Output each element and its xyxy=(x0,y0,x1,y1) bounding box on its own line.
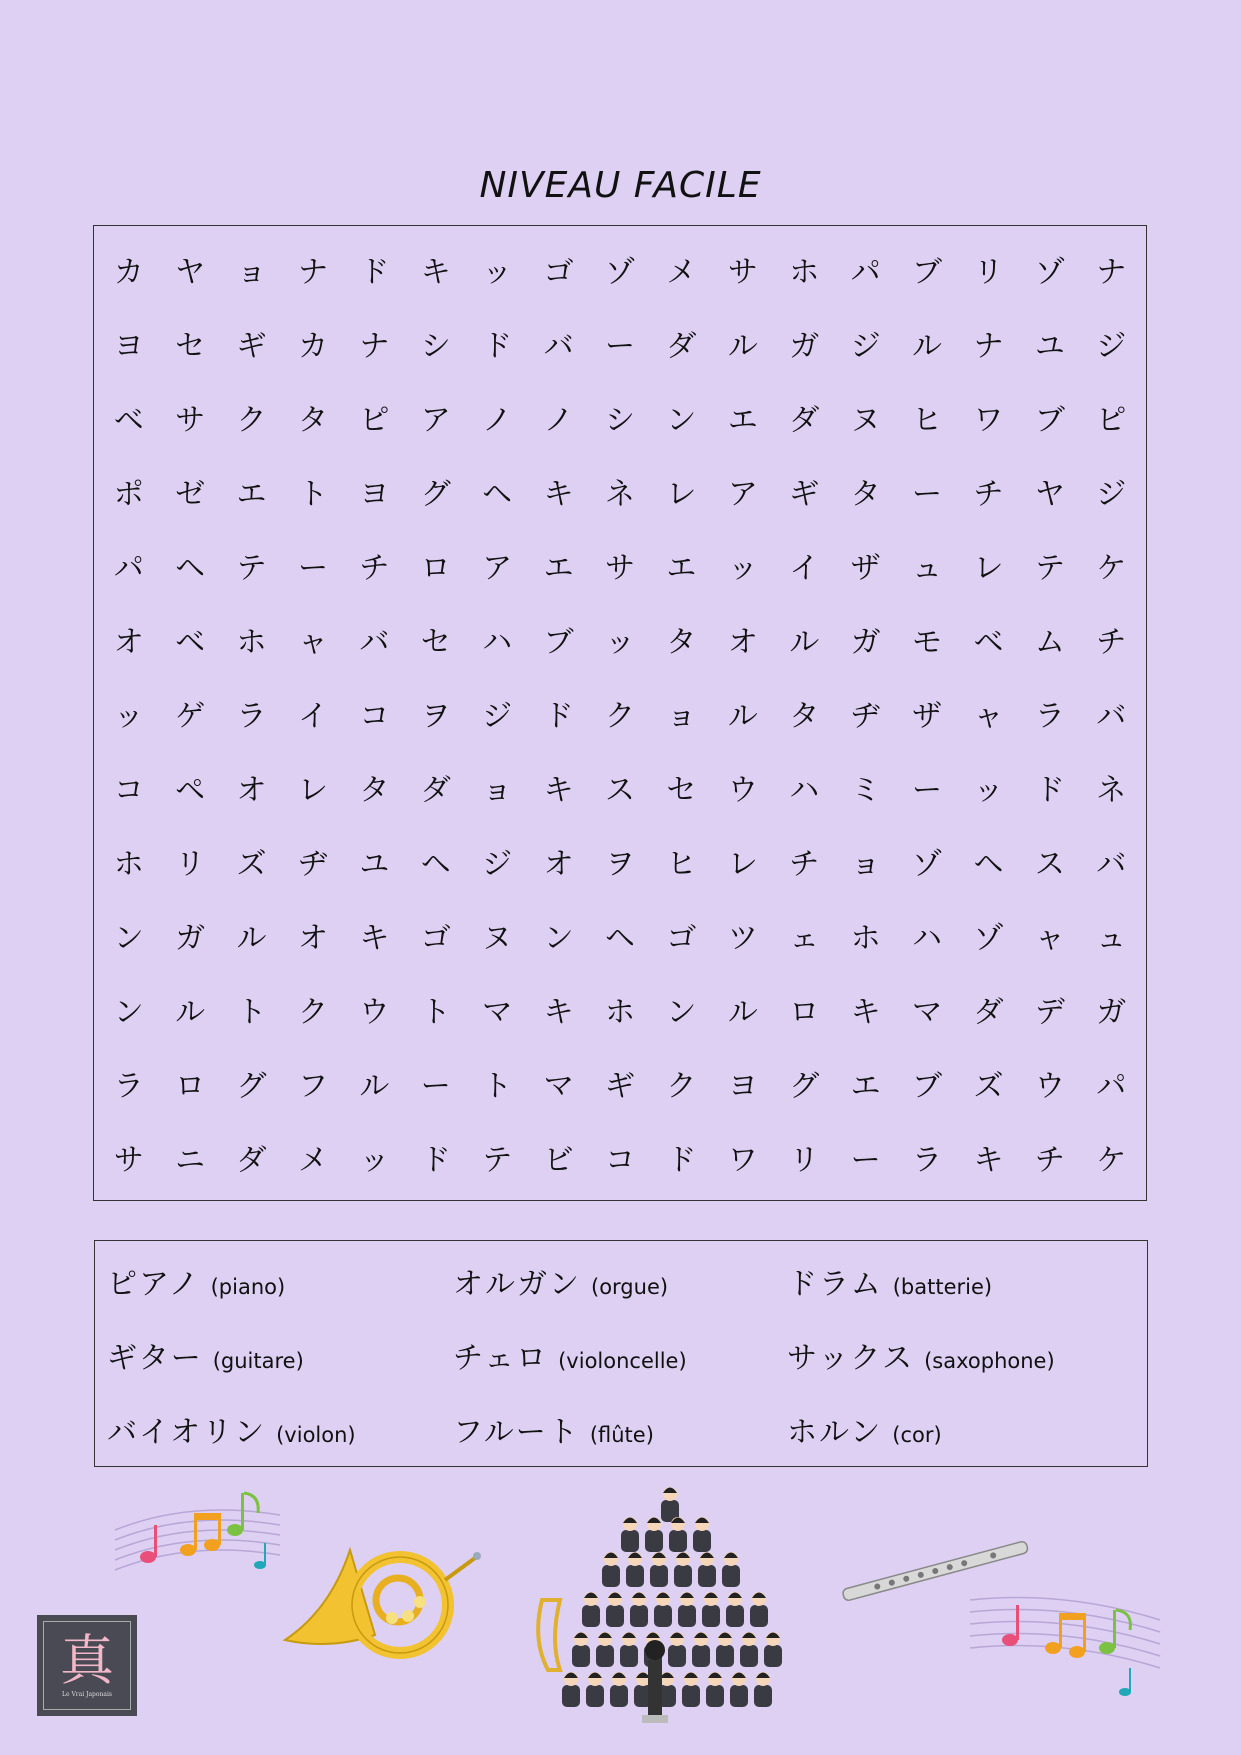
grid-cell: ブ xyxy=(543,625,574,660)
grid-cell: ウ xyxy=(1034,1069,1065,1104)
word-french: (flûte) xyxy=(589,1423,654,1447)
grid-cell: タ xyxy=(359,773,390,808)
grid-cell: ワ xyxy=(727,1143,758,1178)
grid-cell: ル xyxy=(789,625,820,660)
grid-cell: ハ xyxy=(789,773,820,808)
grid-cell: オ xyxy=(113,625,144,660)
grid-cell: ジ xyxy=(482,847,513,882)
grid-cell: ス xyxy=(604,773,635,808)
grid-cell: ギ xyxy=(789,477,820,512)
grid-cell: ド xyxy=(482,329,513,364)
grid-cell: ミ xyxy=(850,773,881,808)
grid-cell: エ xyxy=(236,477,267,512)
grid-cell: タ xyxy=(789,699,820,734)
grid-cell: ト xyxy=(297,477,328,512)
grid-cell: ゼ xyxy=(175,477,206,512)
grid-cell: バ xyxy=(359,625,390,660)
grid-cell: ド xyxy=(1034,773,1065,808)
grid-cell: イ xyxy=(789,551,820,586)
grid-cell: パ xyxy=(113,551,144,586)
grid-cell: コ xyxy=(604,1143,635,1178)
grid-cell: ネ xyxy=(1096,773,1127,808)
grid-cell: ブ xyxy=(912,1069,943,1104)
word-french: (piano) xyxy=(210,1275,286,1299)
grid-cell: ヌ xyxy=(482,921,513,956)
grid-cell: リ xyxy=(175,847,206,882)
grid-cell: ン xyxy=(543,921,574,956)
grid-cell: ヲ xyxy=(420,699,451,734)
grid-cell: ガ xyxy=(850,625,881,660)
grid-cell: ギ xyxy=(236,329,267,364)
grid-cell: ウ xyxy=(359,995,390,1030)
grid-cell: エ xyxy=(666,551,697,586)
word-item xyxy=(787,1407,942,1451)
grid-cell: ホ xyxy=(236,625,267,660)
grid-cell: ル xyxy=(727,995,758,1030)
grid-cell: ゾ xyxy=(973,921,1004,956)
grid-cell: ー xyxy=(297,551,328,586)
grid-cell: グ xyxy=(420,477,451,512)
grid-cell: ペ xyxy=(175,773,206,808)
grid-cell: カ xyxy=(297,329,328,364)
grid-cell: ヌ xyxy=(850,403,881,438)
word-japanese: ギター xyxy=(107,1341,203,1376)
grid-cell: ル xyxy=(912,329,943,364)
grid-cell: ナ xyxy=(973,329,1004,364)
grid-cell: ジ xyxy=(1096,477,1127,512)
grid-cell: エ xyxy=(543,551,574,586)
grid-cell: ダ xyxy=(666,329,697,364)
grid-cell: ッ xyxy=(113,699,144,734)
grid-cell: ハ xyxy=(912,921,943,956)
grid-cell: テ xyxy=(482,1143,513,1178)
grid-cell: キ xyxy=(543,995,574,1030)
grid-cell: グ xyxy=(236,1069,267,1104)
grid-cell: ゾ xyxy=(912,847,943,882)
grid-cell: キ xyxy=(850,995,881,1030)
grid-cell: パ xyxy=(1096,1069,1127,1104)
grid-cell: ア xyxy=(482,551,513,586)
grid-cell: チ xyxy=(789,847,820,882)
grid-cell: メ xyxy=(297,1143,328,1178)
grid-cell: ギ xyxy=(604,1069,635,1104)
grid-cell: ゴ xyxy=(666,921,697,956)
music-notes-right-icon xyxy=(965,1580,1165,1710)
grid-cell: セ xyxy=(175,329,206,364)
grid-cell: ガ xyxy=(1096,995,1127,1030)
grid-cell: ラ xyxy=(912,1143,943,1178)
grid-cell: デ xyxy=(1034,995,1065,1030)
grid-cell: ズ xyxy=(973,1069,1004,1104)
grid-cell: マ xyxy=(543,1069,574,1104)
grid-cell: ザ xyxy=(912,699,943,734)
grid-cell: ヘ xyxy=(604,921,635,956)
grid-cell: ヘ xyxy=(482,477,513,512)
grid-cell: タ xyxy=(850,477,881,512)
grid-cell: ズ xyxy=(236,847,267,882)
grid-cell: ホ xyxy=(850,921,881,956)
grid-cell: ラ xyxy=(236,699,267,734)
grid-cell: ー xyxy=(850,1143,881,1178)
french-horn-icon xyxy=(280,1540,485,1670)
grid-cell: ダ xyxy=(420,773,451,808)
word-japanese: チェロ xyxy=(453,1341,549,1376)
grid-cell: ド xyxy=(420,1143,451,1178)
grid-cell: イ xyxy=(297,699,328,734)
grid-cell: ワ xyxy=(973,403,1004,438)
grid-cell: ホ xyxy=(604,995,635,1030)
grid-cell: ロ xyxy=(789,995,820,1030)
grid-cell: ッ xyxy=(973,773,1004,808)
word-french: (cor) xyxy=(892,1423,942,1447)
grid-cell: ブ xyxy=(912,255,943,290)
grid-cell: ク xyxy=(666,1069,697,1104)
grid-cell: ダ xyxy=(973,995,1004,1030)
grid-cell: ネ xyxy=(604,477,635,512)
word-french: (saxophone) xyxy=(924,1349,1055,1373)
grid-cell: ヲ xyxy=(604,847,635,882)
grid-cell: チ xyxy=(1096,625,1127,660)
grid-cell: サ xyxy=(175,403,206,438)
grid-cell: ゴ xyxy=(420,921,451,956)
grid-cell: タ xyxy=(297,403,328,438)
word-item xyxy=(107,1333,304,1377)
grid-cell: ッ xyxy=(359,1143,390,1178)
grid-cell: ー xyxy=(420,1069,451,1104)
grid-cell: ッ xyxy=(604,625,635,660)
grid-cell: セ xyxy=(420,625,451,660)
grid-cell: ェ xyxy=(789,921,820,956)
grid-cell: ャ xyxy=(973,699,1004,734)
grid-cell: ゴ xyxy=(543,255,574,290)
grid-cell: ヘ xyxy=(973,847,1004,882)
word-search-grid xyxy=(93,225,1147,1201)
word-japanese: フルート xyxy=(453,1415,580,1450)
grid-cell: ヨ xyxy=(113,329,144,364)
word-japanese: オルガン xyxy=(453,1267,581,1302)
grid-cell: ト xyxy=(482,1069,513,1104)
grid-cell: ガ xyxy=(789,329,820,364)
logo-kanji: 真 xyxy=(60,1628,114,1692)
word-item xyxy=(453,1407,654,1451)
grid-cell: ヂ xyxy=(850,699,881,734)
grid-cell: ト xyxy=(236,995,267,1030)
grid-cell: ベ xyxy=(175,625,206,660)
grid-cell: ド xyxy=(543,699,574,734)
grid-cell: マ xyxy=(912,995,943,1030)
grid-cell: ナ xyxy=(1096,255,1127,290)
grid-cell: チ xyxy=(359,551,390,586)
grid-cell: ザ xyxy=(850,551,881,586)
grid-cell: ョ xyxy=(236,255,267,290)
grid-cell: テ xyxy=(236,551,267,586)
grid-cell: ラ xyxy=(1034,699,1065,734)
grid-cell: ヤ xyxy=(175,255,206,290)
grid-cell: ア xyxy=(727,477,758,512)
grid-cell: キ xyxy=(973,1143,1004,1178)
grid-cell: ダ xyxy=(236,1143,267,1178)
word-item xyxy=(107,1259,285,1303)
grid-cell: ク xyxy=(297,995,328,1030)
grid-cell: ヘ xyxy=(420,847,451,882)
grid-cell: ダ xyxy=(789,403,820,438)
grid-cell: レ xyxy=(727,847,758,882)
grid-cell: メ xyxy=(666,255,697,290)
grid-cell: リ xyxy=(973,255,1004,290)
grid-cell: ロ xyxy=(420,551,451,586)
grid-cell: セ xyxy=(666,773,697,808)
logo-subtitle: Le Vrai Japonais xyxy=(62,1690,112,1698)
grid-cell: ピ xyxy=(359,403,390,438)
grid-cell: シ xyxy=(604,403,635,438)
word-item xyxy=(787,1259,992,1303)
word-item xyxy=(453,1259,668,1303)
grid-cell: ウ xyxy=(727,773,758,808)
grid-cell: オ xyxy=(297,921,328,956)
grid-cell: ュ xyxy=(1096,921,1127,956)
grid-cell: ヒ xyxy=(666,847,697,882)
grid-cell: ゾ xyxy=(604,255,635,290)
grid-cell: フ xyxy=(297,1069,328,1104)
word-japanese: ホルン xyxy=(787,1415,883,1450)
grid-cell: キ xyxy=(543,477,574,512)
grid-cell: ノ xyxy=(482,403,513,438)
grid-cell: パ xyxy=(850,255,881,290)
grid-cell: ル xyxy=(727,329,758,364)
grid-cell: キ xyxy=(420,255,451,290)
grid-cell: キ xyxy=(359,921,390,956)
grid-cell: ー xyxy=(912,477,943,512)
grid-cell: ス xyxy=(1034,847,1065,882)
grid-cell: ョ xyxy=(666,699,697,734)
grid-cell: ャ xyxy=(297,625,328,660)
grid-cell: ホ xyxy=(789,255,820,290)
grid-cell: モ xyxy=(912,625,943,660)
grid-cell: ン xyxy=(113,995,144,1030)
grid-cell: ル xyxy=(359,1069,390,1104)
word-item xyxy=(107,1407,356,1451)
word-french: (batterie) xyxy=(892,1275,993,1299)
grid-cell: チ xyxy=(973,477,1004,512)
grid-cell: ユ xyxy=(1034,329,1065,364)
grid-cell: ャ xyxy=(1034,921,1065,956)
grid-cell: ヒ xyxy=(912,403,943,438)
grid-cell: ガ xyxy=(175,921,206,956)
grid-cell: チ xyxy=(1034,1143,1065,1178)
grid-cell: ロ xyxy=(175,1069,206,1104)
grid-cell: バ xyxy=(1096,847,1127,882)
grid-cell: オ xyxy=(727,625,758,660)
grid-cell: ョ xyxy=(482,773,513,808)
grid-cell: バ xyxy=(543,329,574,364)
word-japanese: ドラム xyxy=(787,1267,883,1302)
grid-cell: ー xyxy=(604,329,635,364)
grid-cell: ュ xyxy=(912,551,943,586)
grid-cell: バ xyxy=(1096,699,1127,734)
grid-cell: ジ xyxy=(1096,329,1127,364)
grid-cell: ツ xyxy=(727,921,758,956)
word-japanese: ピアノ xyxy=(107,1267,201,1302)
grid-cell: ド xyxy=(666,1143,697,1178)
grid-cell: コ xyxy=(113,773,144,808)
grid-cell: ブ xyxy=(1034,403,1065,438)
grid-cell: ジ xyxy=(850,329,881,364)
word-item xyxy=(787,1333,1055,1377)
grid-cell: ポ xyxy=(113,477,144,512)
grid-cell: カ xyxy=(113,255,144,290)
grid-cell: ー xyxy=(912,773,943,808)
grid-cell: ケ xyxy=(1096,1143,1127,1178)
grid-cell: サ xyxy=(113,1143,144,1178)
grid-cell: ニ xyxy=(175,1143,206,1178)
grid-cell: ピ xyxy=(1096,403,1127,438)
grid-cell: ン xyxy=(666,403,697,438)
grid-cell: ム xyxy=(1034,625,1065,660)
grid-cell: ナ xyxy=(297,255,328,290)
grid-cell: サ xyxy=(727,255,758,290)
word-item xyxy=(453,1333,687,1377)
word-french: (violoncelle) xyxy=(558,1349,687,1373)
grid-cell: レ xyxy=(666,477,697,512)
word-french: (violon) xyxy=(276,1423,356,1447)
grid-cell: レ xyxy=(297,773,328,808)
brand-logo xyxy=(37,1615,137,1716)
orchestra-illustration-icon xyxy=(530,1470,805,1740)
grid-cell: タ xyxy=(666,625,697,660)
grid-cell: ア xyxy=(420,403,451,438)
grid-cell: ド xyxy=(359,255,390,290)
page-title: NIVEAU FACILE xyxy=(479,165,762,206)
grid-cell: オ xyxy=(236,773,267,808)
grid-cell: ッ xyxy=(727,551,758,586)
grid-cell: ゲ xyxy=(175,699,206,734)
grid-cell: ク xyxy=(236,403,267,438)
grid-cell: ョ xyxy=(850,847,881,882)
grid-cell: ン xyxy=(666,995,697,1030)
grid-cell: ン xyxy=(113,921,144,956)
grid-cell: ヤ xyxy=(1034,477,1065,512)
grid-cell: グ xyxy=(789,1069,820,1104)
grid-cell: ッ xyxy=(482,255,513,290)
grid-cell: マ xyxy=(482,995,513,1030)
grid-cell: ベ xyxy=(973,625,1004,660)
grid-cell: ホ xyxy=(113,847,144,882)
grid-cell: ヘ xyxy=(175,551,206,586)
word-japanese: サックス xyxy=(787,1341,915,1376)
grid-cell: ベ xyxy=(113,403,144,438)
word-french: (guitare) xyxy=(212,1349,304,1373)
grid-cell: ナ xyxy=(359,329,390,364)
grid-cell: ク xyxy=(604,699,635,734)
grid-cell: ヨ xyxy=(359,477,390,512)
word-french: (orgue) xyxy=(591,1275,669,1299)
grid-cell: ラ xyxy=(113,1069,144,1104)
grid-cell: リ xyxy=(789,1143,820,1178)
music-notes-left-icon xyxy=(110,1485,290,1585)
grid-cell: ジ xyxy=(482,699,513,734)
grid-cell: ハ xyxy=(482,625,513,660)
grid-cell: ノ xyxy=(543,403,574,438)
grid-cell: ト xyxy=(420,995,451,1030)
grid-cell: オ xyxy=(543,847,574,882)
grid-cell: シ xyxy=(420,329,451,364)
grid-cell: サ xyxy=(604,551,635,586)
grid-cell: ケ xyxy=(1096,551,1127,586)
grid-cell: レ xyxy=(973,551,1004,586)
grid-cell: ゾ xyxy=(1034,255,1065,290)
grid-cell: エ xyxy=(850,1069,881,1104)
grid-cell: ル xyxy=(727,699,758,734)
grid-cell: テ xyxy=(1034,551,1065,586)
grid-cell: エ xyxy=(727,403,758,438)
word-list xyxy=(94,1240,1148,1467)
grid-cell: キ xyxy=(543,773,574,808)
word-japanese: バイオリン xyxy=(107,1415,267,1450)
grid-cell: ル xyxy=(175,995,206,1030)
grid-cell: ヨ xyxy=(727,1069,758,1104)
grid-cell: ヂ xyxy=(297,847,328,882)
grid-cell: ビ xyxy=(543,1143,574,1178)
grid-cell: ユ xyxy=(359,847,390,882)
grid-cell: ル xyxy=(236,921,267,956)
grid-cell: コ xyxy=(359,699,390,734)
